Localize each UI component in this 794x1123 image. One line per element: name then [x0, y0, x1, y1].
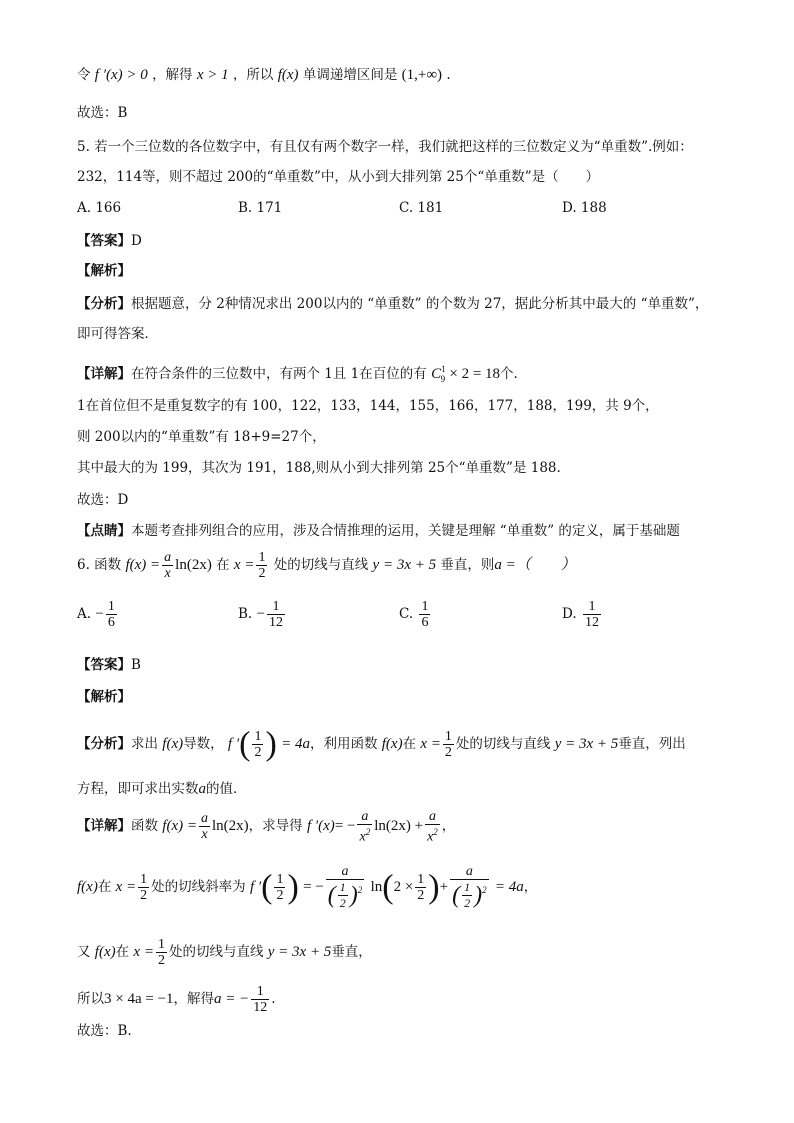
q6-option-b: B. − $\frac{1}{12}$: [238, 599, 283, 630]
q6-xiangjie-line-3: 又 f(x)在 x = $\frac{1}{2}$ 处的切线与直线 y = 3x + 5垂直，: [77, 937, 372, 968]
text: 个.: [500, 366, 518, 382]
q6-xiangjie-line-2: f(x)在 x = $\frac{1}{2}$ 处的切线斜率为 f ′( $\frac{1}{2}$ ) = − a ( $\frac{1}{2}$ )$^2$ ln(2 × $\frac{1}{2}$ )+ a ( $\frac{1}{2}$ )$^2$ = 4a，: [77, 864, 538, 910]
math-product: × 2 = 18: [449, 366, 501, 382]
answer-value: D: [131, 233, 142, 249]
q6-option-a: A. − $\frac{1}{6}$: [77, 599, 115, 630]
q5-fenxi-line-1: [77, 295, 708, 313]
q5-fenxi-line-2: 即可得答案．: [77, 326, 158, 342]
q6-final-line: 故选：B.: [77, 1023, 132, 1039]
text: 在: [216, 557, 230, 573]
fenxi-tag: 【分析】: [77, 296, 131, 312]
text: 垂直，则: [440, 557, 495, 573]
q5-option-b: B. 171: [238, 200, 283, 216]
answer-value: B: [131, 657, 141, 673]
q5-xiangjie-line-4: 其中最大的为 199，其次为 191，188,则从小到大排列第 25个“单重数”是 188.: [77, 460, 561, 476]
dianjing-tag: 【点睛】: [77, 523, 131, 539]
prev-conclusion-line: [77, 66, 451, 84]
q5-option-c: C. 181: [399, 200, 444, 216]
text: ，所以: [232, 67, 274, 83]
q5-answer-line: [77, 232, 142, 250]
math-question: a =（ ）: [494, 557, 576, 573]
combination-symbol: $C^1_9$: [431, 364, 446, 384]
fraction-a-over-x: $\frac{a}{x}$: [164, 550, 172, 581]
math-derivative-positive: f ′(x) > 0: [94, 67, 148, 83]
fraction: $\frac{1}{6}$: [107, 599, 115, 630]
math-interval: (1,+∞): [401, 67, 443, 83]
text: 处的切线与直线: [273, 557, 369, 573]
q6-xiangjie-line-4: 所以3 × 4a = −1，解得a = − $\frac{1}{12}$ .: [77, 984, 276, 1015]
text: 单调递增区间是: [302, 67, 398, 83]
q6-option-d: D. $\frac{1}{12}$: [562, 599, 599, 630]
text: 根据题意，分 2种情况求出 200以内的 “单重数” 的个数为 27，据此分析其中最大的 “单重数”，: [131, 296, 709, 312]
xiangjie-tag: 【详解】: [77, 818, 131, 834]
math-fx: f(x): [277, 67, 299, 83]
analysis-tag: 【解析】: [77, 263, 131, 279]
fraction: $\frac{1}{6}$: [421, 599, 429, 630]
fraction: $\frac{1}{12}$: [584, 599, 599, 630]
math-function: f(x) =: [125, 557, 161, 573]
q5-option-a: A. 166: [77, 200, 122, 216]
analysis-tag: 【解析】: [77, 689, 131, 705]
math-line: y = 3x + 5: [372, 557, 437, 573]
text: .: [446, 67, 451, 83]
xiangjie-tag: 【详解】: [77, 366, 131, 382]
fenxi-tag: 【分析】: [77, 736, 131, 752]
q6-analysis-tag: [77, 688, 131, 706]
q5-xiangjie-line-1: [77, 360, 518, 388]
q5-analysis-tag: [77, 262, 131, 280]
q6-option-c: C. $\frac{1}{6}$: [399, 599, 429, 630]
prev-answer-line: 故选：B: [77, 105, 128, 121]
text: 在符合条件的三位数中，有两个 1且 1在百位的有: [131, 366, 427, 382]
text: 令: [77, 67, 91, 83]
text: 本题考查排列组合的应用，涉及合情推理的运用，关键是理解 “单重数” 的定义，属于基础题: [131, 523, 680, 539]
answer-tag: 【答案】: [77, 233, 131, 249]
text: 6. 函数: [77, 557, 122, 573]
q6-answer-line: [77, 656, 141, 674]
fraction-half: $\frac{1}{2}$: [258, 550, 266, 581]
math-ln: ln(2x): [175, 557, 212, 573]
q5-stem-line-1: 5. 若一个三位数的各位数字中，有且仅有两个数字一样，我们就把这样的三位数定义为“单重数”.例如：: [77, 139, 693, 155]
q5-option-d: D. 188: [562, 200, 607, 216]
text: ，解得: [152, 67, 193, 83]
q5-stem-line-2: 232，114等，则不超过 200的“单重数”中，从小到大排列第 25个“单重数”是（ ）: [77, 169, 600, 185]
q6-fenxi-line-1: 【分析】求出 f(x)导数， f ′( $\frac{1}{2}$ ) = 4a，利用函数 f(x)在 x = $\frac{1}{2}$ 处的切线与直线 y = 3x + 5垂直，列出: [77, 725, 686, 763]
q5-dianjing-line: [77, 522, 680, 540]
q6-fenxi-line-2: 方程，即可求出实数a的值．: [77, 781, 247, 797]
answer-tag: 【答案】: [77, 657, 131, 673]
q5-xiangjie-line-3: 则 200以内的“单重数”有 18+9=27个，: [77, 429, 326, 445]
math-x-gt-1: x > 1: [196, 67, 229, 83]
q5-xiangjie-line-5: 故选：D: [77, 492, 129, 508]
fraction: $\frac{1}{12}$: [268, 599, 283, 630]
q5-xiangjie-line-2: 1在首位但不是重复数字的有 100，122，133，144，155，166，177，188，199，共 9个，: [77, 398, 659, 414]
math-x-eq: x =: [233, 557, 255, 573]
q6-xiangjie-line-1: 【详解】函数 f(x) = $\frac{a}{x}$ ln(2x)，求导得 f ′(x)= − $\frac{a}{x^2}$ ln(2x) + $\frac{a}{x^2}$ ，: [77, 808, 456, 845]
q6-stem-line: [77, 548, 576, 582]
